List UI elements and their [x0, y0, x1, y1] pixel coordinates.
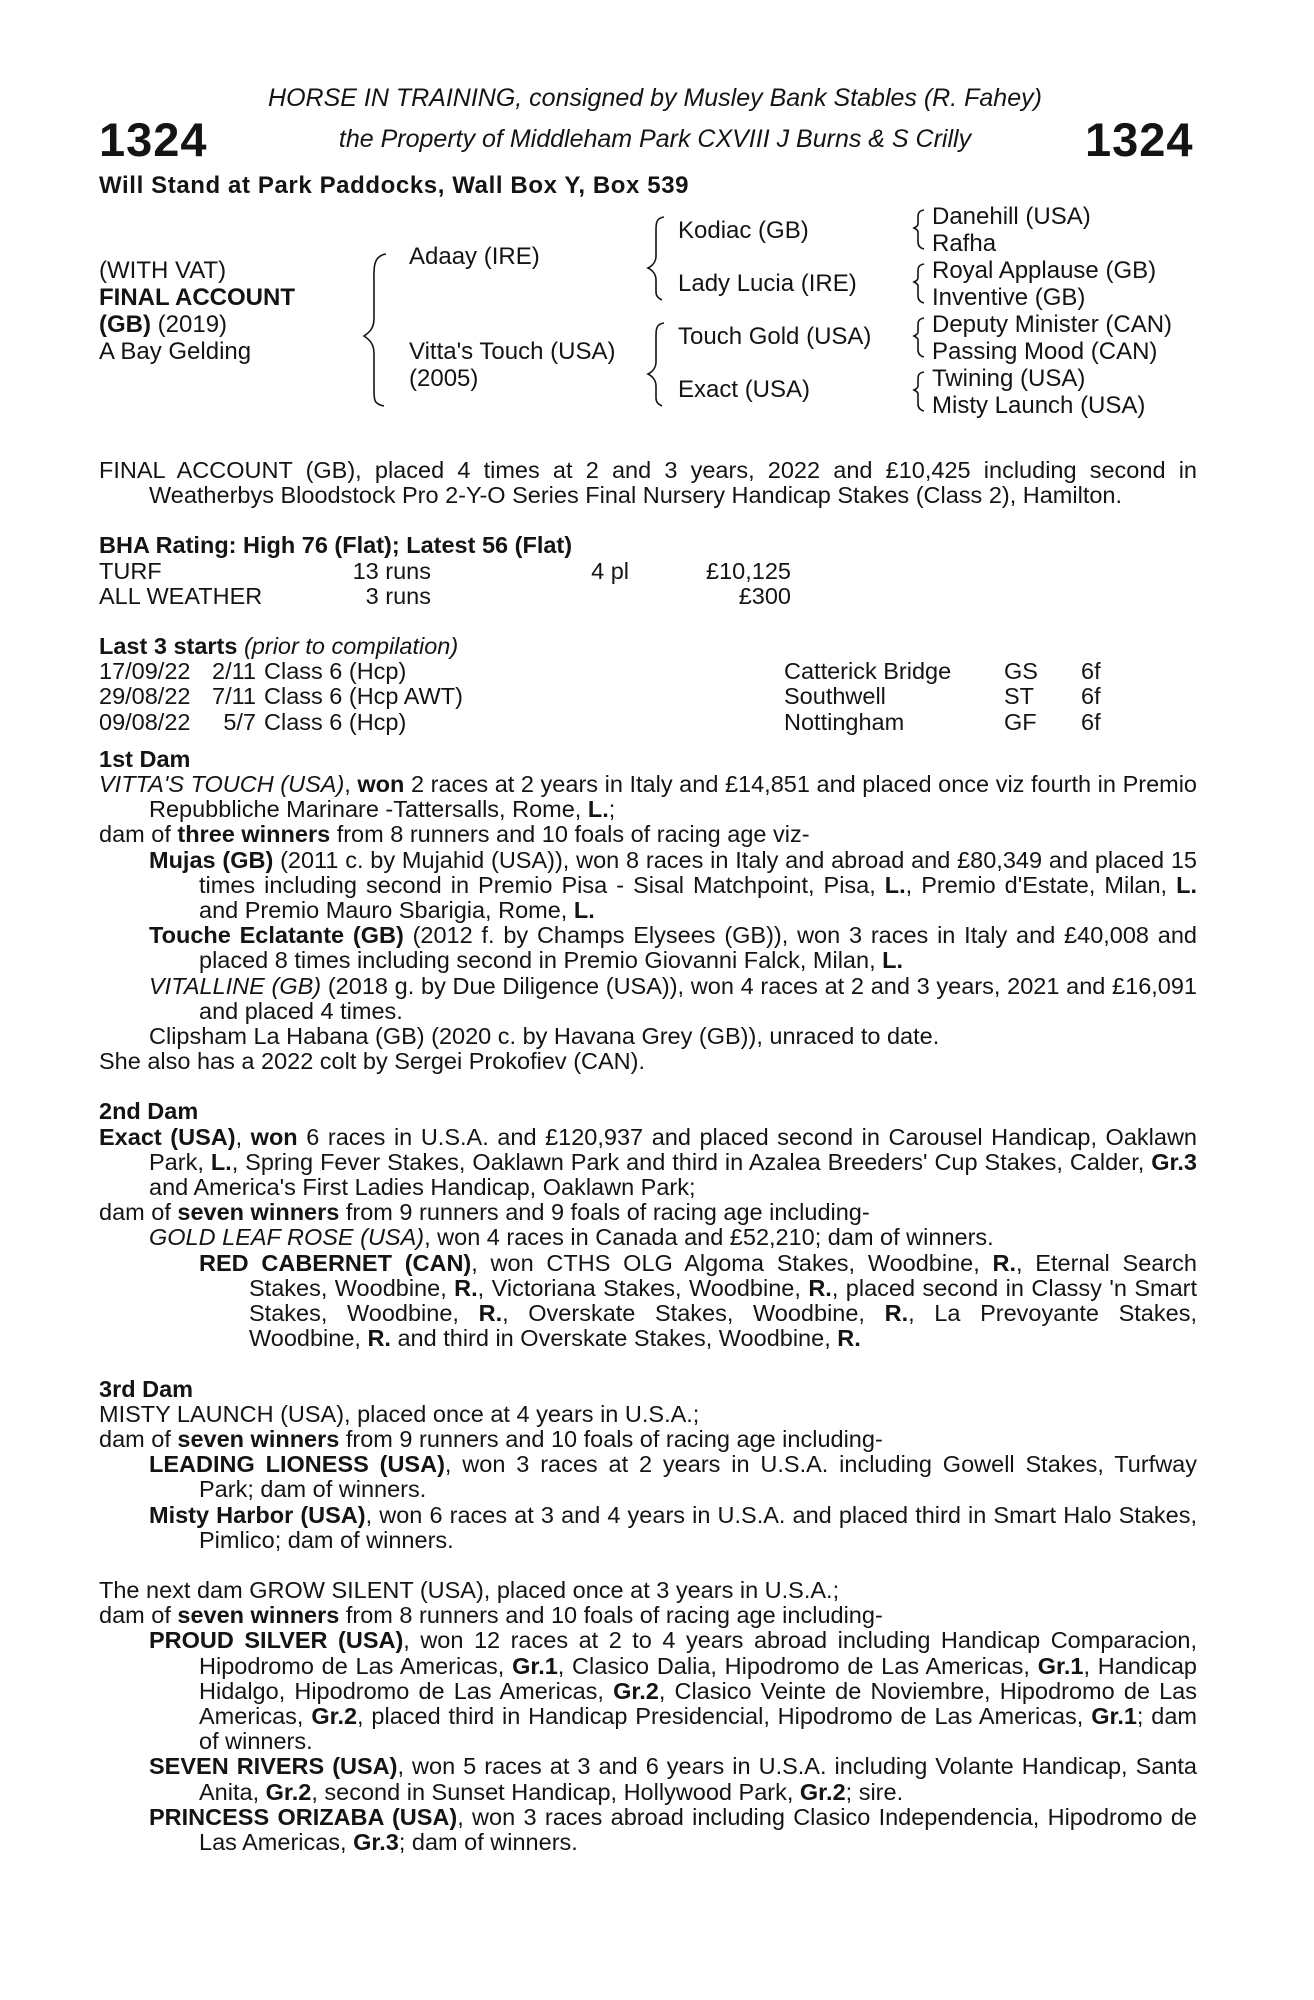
grade: R. [367, 1325, 391, 1352]
property-line: the Property of Middleham Park CXVIII J Burns & S Crilly [338, 125, 972, 153]
gen3-5: Deputy Minister (CAN) [932, 311, 1173, 338]
grade: Gr.1 [1091, 1702, 1137, 1729]
dam-dam: Exact (USA) [678, 376, 811, 403]
grade: Gr.2 [311, 1702, 358, 1729]
dam-of-text: from 8 runners and 10 foals of racing age viz- [330, 821, 810, 848]
progeny-text: , won 5 races at 3 and 6 years in U.S.A. including Volante Handicap, Santa Anita, [199, 1753, 1197, 1805]
dam-sire: Touch Gold (USA) [678, 323, 872, 350]
sire-sire: Kodiac (GB) [678, 217, 809, 244]
horse-country: (GB) [99, 311, 151, 338]
dam-of: dam of [99, 1602, 178, 1629]
brace-dam [648, 323, 664, 406]
start-race: Class 6 (Hcp AWT) [264, 683, 463, 710]
sire-dam: Lady Lucia (IRE) [678, 270, 857, 297]
progeny-text: ; dam of winners. [398, 1828, 578, 1855]
gen3-8: Misty Launch (USA) [932, 392, 1146, 419]
progeny-text: , Handicap Hidalgo, Hipodromo de Las Americas, [199, 1652, 1197, 1704]
progeny-text: , Clasico Dalia, Hipodromo de Las Americas, [557, 1652, 1038, 1679]
grade: Gr.1 [512, 1652, 558, 1679]
grade: Gr.1 [1037, 1652, 1084, 1679]
progeny-proud-silver [99, 1628, 1197, 1754]
progeny-text: ; sire. [845, 1778, 904, 1805]
pedigree-braces [0, 0, 1314, 430]
third-dam-heading: 3rd Dam [99, 1375, 194, 1402]
progeny-name: SEVEN RIVERS (USA) [149, 1753, 398, 1780]
start-row [99, 710, 1101, 735]
progeny-text: , Eternal Search Stakes, Woodbine, [249, 1249, 1197, 1301]
progeny-name: PRINCESS ORIZABA (USA) [149, 1803, 458, 1830]
start-course: Catterick Bridge [784, 658, 952, 685]
winners-count: three winners [177, 821, 331, 848]
brace-g4 [914, 372, 924, 411]
next-dam-produce [99, 1603, 1197, 1628]
grade: R. [992, 1249, 1017, 1276]
progeny-princess-orizaba [99, 1805, 1197, 1855]
last-starts-table [99, 659, 1101, 735]
won-label: won [250, 1123, 298, 1150]
grade: L. [882, 947, 904, 974]
brace-gen1 [364, 254, 386, 406]
runs: 13 runs [352, 557, 431, 584]
start-race: Class 6 (Hcp) [264, 658, 407, 685]
progeny-gold-leaf-rose [99, 1225, 1197, 1250]
dam-of-text: from 8 runners and 10 foals of racing age including- [339, 1602, 883, 1629]
winners-count: seven winners [177, 1425, 340, 1452]
start-date: 09/08/22 [99, 708, 191, 735]
start-date: 29/08/22 [99, 683, 191, 710]
placed [431, 584, 629, 609]
gen3-1: Danehill (USA) [932, 203, 1091, 230]
start-distance: 6f [1081, 658, 1101, 685]
progeny-text: , won 4 races in Canada and £52,210; dam of winners. [424, 1224, 994, 1251]
earnings: £10,125 [706, 557, 791, 584]
sire: Adaay (IRE) [409, 243, 540, 270]
progeny-text: (2011 c. by Mujahid (USA)), won 8 races in Italy and abroad and £80,349 and placed 15 times including second in Premio Pisa - Sisal Matchpoint, Pisa, [199, 846, 1197, 898]
brace-g3 [914, 318, 924, 357]
second-dam-heading: 2nd Dam [99, 1098, 199, 1125]
start-distance: 6f [1081, 708, 1101, 735]
rating-row [99, 559, 791, 584]
winners-count: seven winners [177, 1199, 340, 1226]
progeny-leading-lioness [99, 1452, 1197, 1502]
brace-g1 [914, 210, 924, 249]
gen3-3: Royal Applause (GB) [932, 257, 1157, 284]
vat-label: (WITH VAT) [99, 257, 227, 284]
first-dam-name: VITTA'S TOUCH (USA) [99, 771, 345, 798]
last-starts-title: Last 3 starts [99, 633, 238, 660]
progeny-name: VITALLINE (GB) [149, 972, 322, 999]
horse-description: A Bay Gelding [99, 338, 252, 365]
brace-g2 [914, 264, 924, 303]
start-position: 5/7 [223, 708, 256, 735]
record-text: , Spring Fever Stakes, Oaklawn Park and third in Azalea Breeders' Cup Stakes, Calder, [231, 1148, 1152, 1175]
consignor-line: HORSE IN TRAINING, consigned by Musley Bank Stables (R. Fahey) [268, 84, 1042, 112]
gen3-2: Rafha [932, 230, 997, 257]
next-dam-record: The next dam GROW SILENT (USA), placed once at 3 years in U.S.A.; [99, 1576, 840, 1603]
progeny-misty-harbor [99, 1503, 1197, 1553]
first-dam-record: VITTA'S TOUCH (USA), won 2 races at 2 years in Italy and £14,851 and placed once viz fourth in Premio Repubbliche Marinare -Tattersalls, Rome, L.; [99, 771, 1198, 823]
first-dam-text: 2 races at 2 years in Italy and £14,851 and placed once viz fourth in Premio Repubbliche Marinare -Tattersalls, Rome, [149, 771, 1198, 823]
progeny-red-cabernet [99, 1251, 1197, 1352]
third-dam-record: MISTY LAUNCH (USA), placed once at 4 years in U.S.A.; [99, 1400, 700, 1427]
start-row [99, 659, 1101, 684]
grade: R. [837, 1325, 861, 1352]
grade: Gr.2 [799, 1778, 846, 1805]
gen3-6: Passing Mood (CAN) [932, 338, 1158, 365]
lot-number-right: 1324 [1085, 113, 1194, 166]
start-course: Nottingham [784, 708, 905, 735]
record-text: 6 races in U.S.A. and £120,937 and placed second in Carousel Handicap, Oaklawn Park, [149, 1123, 1197, 1175]
progeny-text: , Clasico Veinte de Noviembre, Hipodromo de Las Americas, [199, 1677, 1197, 1729]
progeny-text: , won 6 races at 3 and 4 years in U.S.A. and placed third in Smart Halo Stakes, Pimlico; dam of winners. [199, 1501, 1197, 1553]
gen3-4: Inventive (GB) [932, 284, 1086, 311]
rating-table [99, 559, 791, 609]
race-summary: FINAL ACCOUNT (GB), placed 4 times at 2 and 3 years, 2022 and £10,425 including second in Weatherbys Bloodstock Pro 2-Y-O Series Final Nursery Handicap Stakes (Class 2), Hamilton. [99, 457, 1197, 509]
progeny-text: and third in Overskate Stakes, Woodbine, [390, 1325, 838, 1352]
progeny-text: , placed second in Classy 'n Smart Stakes, Woodbine, [249, 1274, 1198, 1327]
progeny-name: PROUD SILVER (USA) [149, 1627, 404, 1654]
grade: Gr.3 [1151, 1148, 1197, 1175]
progeny-name: Mujas (GB) [149, 846, 274, 873]
grade: L. [210, 1148, 232, 1175]
record-text: and America's First Ladies Handicap, Oaklawn Park; [149, 1174, 696, 1201]
start-date: 17/09/22 [99, 658, 191, 685]
won-label: won [357, 771, 405, 798]
progeny-text: ; dam of winners. [199, 1702, 1198, 1755]
also-note: She also has a 2022 colt by Sergei Prokofiev (CAN). [99, 1048, 645, 1075]
start-position: 7/11 [212, 683, 256, 710]
punct: ; [608, 796, 616, 823]
progeny-text: , La Prevoyante Stakes, Woodbine, [249, 1300, 1197, 1352]
first-dam-produce [99, 822, 1197, 847]
grade: R. [454, 1274, 478, 1301]
progeny-text: , second in Sunset Handicap, Hollywood Park, [311, 1778, 800, 1805]
bha-rating: BHA Rating: High 76 (Flat); Latest 56 (Flat) [99, 532, 573, 559]
third-dam-produce [99, 1427, 1197, 1452]
grade: Gr.3 [353, 1828, 399, 1855]
horse-name-text: FINAL ACCOUNT [99, 284, 295, 311]
brace-sire [648, 217, 664, 300]
progeny-vitalline [99, 974, 1197, 1024]
progeny-text: , placed third in Handicap Presidencial, Hipodromo de Las Americas, [357, 1702, 1092, 1729]
winners-count: seven winners [177, 1602, 340, 1629]
dam-year: (2005) [409, 365, 479, 392]
progeny-seven-rivers [99, 1754, 1197, 1804]
rating-row [99, 584, 791, 609]
grade: R. [884, 1300, 909, 1327]
first-dam-heading: 1st Dam [99, 745, 191, 772]
grade: L. [884, 871, 906, 898]
progeny-mujas [99, 848, 1197, 924]
progeny-name: Misty Harbor (USA) [149, 1501, 366, 1528]
progeny-text: , won 12 races at 2 to 4 years abroad including Handicap Comparacion, Hipodromo de Las Americas, [199, 1627, 1197, 1679]
stand-location: Will Stand at Park Paddocks, Wall Box Y, Box 539 [99, 172, 690, 199]
start-distance: 6f [1081, 683, 1101, 710]
progeny-text: (2012 f. by Champs Elysees (GB)), won 3 races in Italy and £40,008 and placed 8 times including second in Premio Giovanni Falck, Milan, [199, 922, 1197, 974]
surface: TURF [99, 557, 162, 584]
grade: L. [1176, 871, 1197, 898]
start-going: GF [1004, 708, 1037, 735]
grade: R. [478, 1300, 503, 1327]
dam-of-text: from 9 runners and 10 foals of racing age including- [339, 1425, 883, 1452]
progeny-text: , won CTHS OLG Algoma Stakes, Woodbine, [471, 1249, 993, 1276]
start-going: ST [1004, 683, 1035, 710]
progeny-name: LEADING LIONESS (USA) [149, 1451, 445, 1478]
runs: 3 runs [365, 582, 431, 609]
start-row [99, 684, 1101, 709]
progeny-text: (2018 g. by Due Diligence (USA)), won 4 races at 2 and 3 years, 2021 and £16,091 and placed 4 times. [199, 972, 1198, 1024]
progeny-text: and Premio Mauro Sbarigia, Rome, [199, 897, 574, 924]
dam-of-text: from 9 runners and 9 foals of racing age including- [339, 1199, 870, 1226]
earnings: £300 [738, 582, 791, 609]
progeny-clipsham: Clipsham La Habana (GB) (2020 c. by Havana Grey (GB)), unraced to date. [149, 1023, 940, 1050]
progeny-name: Touche Eclatante (GB) [149, 922, 404, 949]
dam-of: dam of [99, 1199, 178, 1226]
grade: R. [808, 1274, 832, 1301]
progeny-text: , Premio d'Estate, Milan, [905, 871, 1177, 898]
last-starts-note: (prior to compilation) [243, 633, 459, 660]
grade: L. [587, 796, 609, 823]
progeny-text: , won 3 races abroad including Clasico Independencia, Hipodromo de Las Americas, [199, 1803, 1198, 1855]
progeny-touche [99, 923, 1197, 973]
dam-of: dam of [99, 1425, 178, 1452]
start-course: Southwell [784, 683, 886, 710]
lot-number-left: 1324 [99, 113, 208, 166]
second-dam-record: Exact (USA), won 6 races in U.S.A. and £120,937 and placed second in Carousel Handicap, Oaklawn Park, L., Spring Fever Stakes, Oaklawn Park and third in Azalea Breeders' Cup Stakes, Calder, Gr.3 and America's First Ladies Handicap, Oaklawn Park; [99, 1123, 1197, 1201]
progeny-text: , Overskate Stakes, Woodbine, [502, 1300, 885, 1327]
start-race: Class 6 (Hcp) [264, 708, 407, 735]
grade: L. [573, 897, 595, 924]
progeny-text: , won 3 races at 2 years in U.S.A. including Gowell Stakes, Turfway Park; dam of winners. [199, 1451, 1197, 1503]
last-starts-heading [99, 634, 1197, 659]
start-going: GS [1004, 658, 1038, 685]
grade: Gr.2 [265, 1778, 312, 1805]
horse-year: (2019) [157, 311, 228, 338]
second-dam-produce [99, 1200, 1197, 1225]
placed: 4 pl [591, 557, 629, 584]
gen3-7: Twining (USA) [932, 365, 1086, 392]
progeny-name: RED CABERNET (CAN) [199, 1249, 472, 1276]
start-position: 2/11 [212, 658, 256, 685]
surface: ALL WEATHER [99, 582, 263, 609]
dam: Vitta's Touch (USA) [409, 338, 616, 365]
progeny-name: GOLD LEAF ROSE (USA) [149, 1224, 425, 1251]
progeny-text: , Victoriana Stakes, Woodbine, [477, 1274, 809, 1301]
catalogue-body [99, 458, 1197, 1855]
grade: Gr.2 [613, 1677, 659, 1704]
dam-of: dam of [99, 821, 178, 848]
second-dam-name: Exact (USA) [99, 1123, 236, 1150]
